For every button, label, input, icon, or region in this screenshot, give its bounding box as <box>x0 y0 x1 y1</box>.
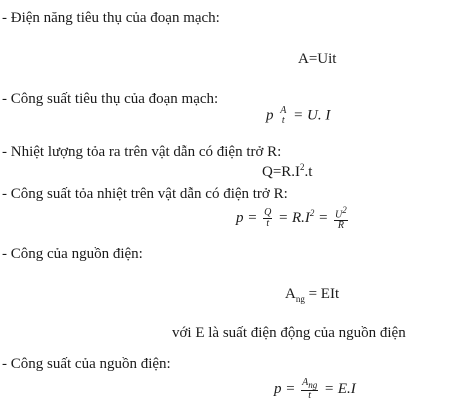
formula-Ang-EIt <box>285 286 339 304</box>
formula-rhs: = U. I <box>293 107 331 124</box>
formula-p-UI <box>266 106 330 126</box>
formula-part: Q=R.I <box>262 164 301 180</box>
fraction-numerator: Q <box>264 207 272 219</box>
text-voi-E: với E là suất điện động của nguồn điện <box>172 325 406 341</box>
fraction-denominator: R <box>334 220 348 231</box>
fraction-denominator: t <box>301 390 318 401</box>
formula-p-EI <box>274 378 356 401</box>
formula-part: = R.I <box>278 210 310 227</box>
fraction-denominator: t <box>263 218 272 229</box>
fraction-numerator: A <box>280 105 287 116</box>
superscript: 2 <box>309 208 315 219</box>
formula-part: = <box>318 210 329 227</box>
formula-part: p = <box>236 210 258 227</box>
text-nhiet-luong: - Nhiệt lượng tỏa ra trên vật dẫn có điện trở R: <box>2 144 282 160</box>
subscript: ng <box>295 294 305 304</box>
text-dien-nang: - Điện năng tiêu thụ của đoạn mạch: <box>2 10 220 26</box>
formula-part: .t <box>304 164 313 180</box>
fraction-Q-over-t <box>263 208 272 229</box>
formula-part: A <box>285 286 296 302</box>
formula-part: = E.I <box>323 380 356 397</box>
fraction-denominator: t <box>281 115 285 126</box>
fraction-A-over-t <box>279 106 287 126</box>
fraction-numerator <box>334 206 348 220</box>
text-cong-nguon-dien: - Công của nguồn điện: <box>2 246 143 262</box>
fraction-U2-over-R <box>334 206 348 231</box>
formula-Q-RI2t <box>262 162 312 181</box>
superscript: 2 <box>342 205 347 215</box>
formula-part: = EIt <box>304 286 340 302</box>
superscript: 2 <box>300 162 305 172</box>
subscript: ng <box>308 380 318 390</box>
fraction-numerator <box>301 378 318 390</box>
formula-part: p = <box>274 380 296 397</box>
formula-part: U <box>335 209 343 221</box>
text-cong-suat-tieu-thu: - Công suất tiêu thụ của đoạn mạch: <box>2 91 219 107</box>
text-cong-suat-nguon-dien: - Công suất của nguồn điện: <box>2 356 171 372</box>
formula-part: A <box>302 377 309 388</box>
formula-p-symbol: p <box>266 107 274 124</box>
formula-A-Uit: A=Uit <box>298 51 337 67</box>
formula-p-power-heat <box>236 206 350 231</box>
text-cong-suat-toa-nhiet: - Công suất tỏa nhiệt trên vật dẫn có điện trở R: <box>2 186 288 202</box>
fraction-Ang-over-t <box>301 378 318 401</box>
